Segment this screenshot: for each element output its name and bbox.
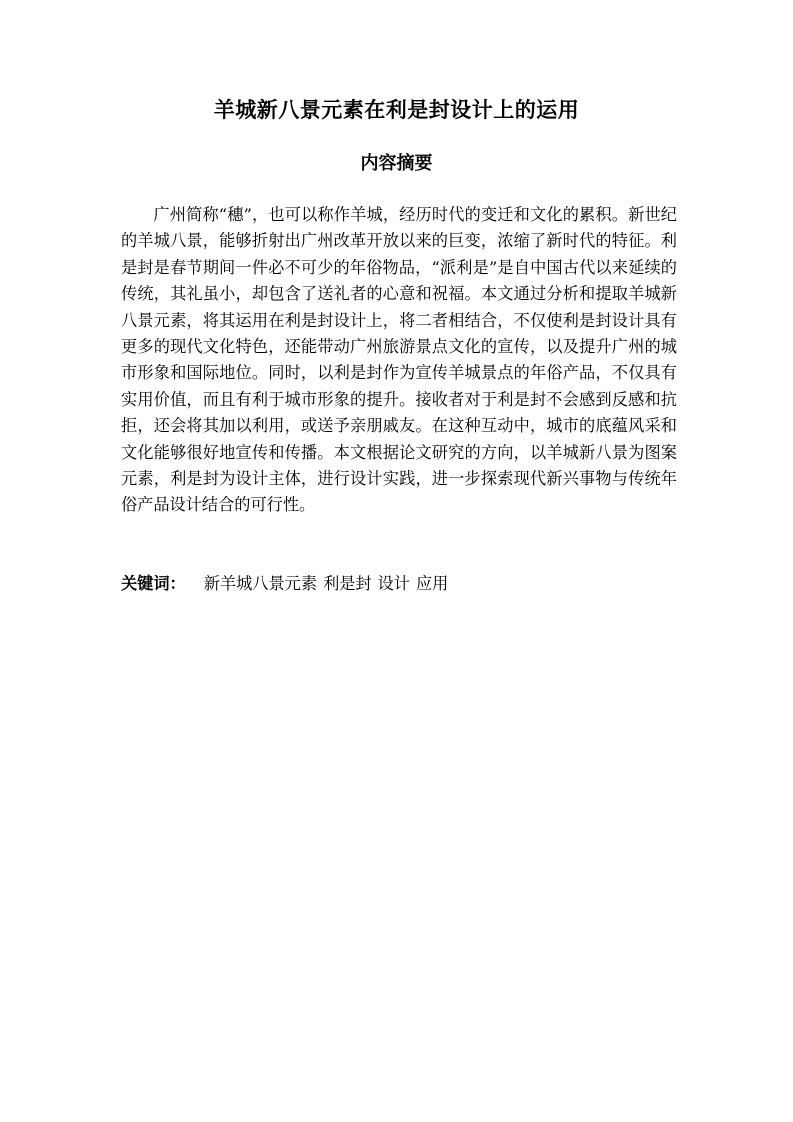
abstract-body: 广州简称“穗”，也可以称作羊城，经历时代的变迁和文化的累积。新世纪的羊城八景，能够折射出广州改革开放以来的巨变，浓缩了新时代的特征。利是封是春节期间一件必不可少的年俗物品，“派利是”是自中国古代以来延续的传统，其礼虽小，却包含了送礼者的心意和祝福。本文通过分析和提取羊城新八景元素，将其运用在利是封设计上，将二者相结合，不仅使利是封设计具有更多的现代文化特色，还能带动广州旅游景点文化的宣传，以及提升广州的城市形象和国际地位。同时，以利是封作为宣传羊城景点的年俗产品，不仅具有实用价值，而且有利于城市形象的提升。接收者对于利是封不会感到反感和抗拒，还会将其加以利用，或送予亲朋戚友。在这种互动中，城市的底蕴风采和文化能够很好地宣传和传播。本文根据论文研究的方向，以羊城新八景为图案元素，利是封为设计主体，进行设计实践，进一步探索现代新兴事物与传统年俗产品设计结合的可行性。 bbox=[121, 205, 677, 515]
abstract-heading: 内容摘要 bbox=[360, 153, 433, 174]
keyword-item: 应用 bbox=[416, 574, 449, 593]
keyword-item: 新羊城八景元素 bbox=[203, 574, 318, 593]
keyword-item: 利是封 bbox=[323, 574, 372, 593]
document-title: 羊城新八景元素在利是封设计上的运用 bbox=[213, 98, 580, 122]
keywords-label: 关键词： bbox=[121, 574, 186, 593]
keyword-item: 设计 bbox=[377, 574, 410, 593]
keywords-line bbox=[121, 571, 677, 597]
